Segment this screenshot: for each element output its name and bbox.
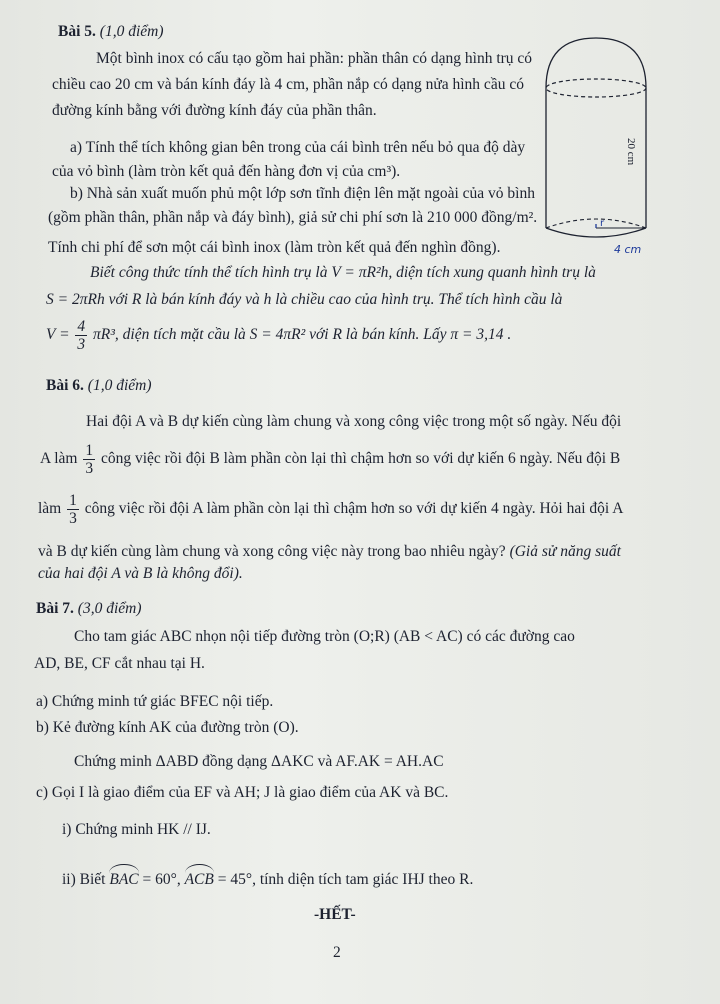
b5-line1: Một bình inox có cấu tạo gồm hai phần: phần thân có dạng hình trụ có [96, 50, 533, 67]
b6-line2: A làm $\frac{1}{3}$ công việc rồi đội B làm phần còn lại thì chậm hơn so với dự kiến 6 ngày. Nếu đội B [40, 442, 621, 478]
b5-b-line1: b) Nhà sản xuất muốn phủ một lớp sơn tĩnh điện lên mặt ngoài của vỏ bình [70, 185, 535, 202]
b6-line4: và B dự kiến cùng làm chung và xong công việc này trong bao nhiêu ngày? (Giả sử năng suất [38, 543, 621, 560]
b5-line3: đường kính bằng với đường kính đáy của phần thân. [52, 102, 377, 119]
b7-c: c) Gọi I là giao điểm của EF và AH; J là giao điểm của AK và BC. [36, 784, 449, 801]
fraction-4-3: $\frac{4}{3}$ [77, 318, 86, 354]
b5-b-line2: (gồm phần thân, phần nắp và đáy bình), giả sử chi phí sơn là 210 000 đồng/m². [48, 209, 538, 226]
b7-line2: AD, BE, CF cắt nhau tại H. [34, 655, 205, 672]
b5-formula-line3: V = $\frac{4}{3}$ πR³, diện tích mặt cầu là S = 4πR² với R là bán kính. Lấy π = 3,14 . [46, 318, 512, 354]
b5-line2: chiều cao 20 cm và bán kính đáy là 4 cm, phần nắp có dạng nửa hình cầu có [52, 76, 524, 93]
b7-line1: Cho tam giác ABC nhọn nội tiếp đường tròn (O;R) (AB < AC) có các đường cao [74, 628, 575, 645]
b5-a-line2: của vỏ bình (làm tròn kết quả đến hàng đơn vị của cm³). [52, 163, 401, 180]
b6-line5: của hai đội A và B là không đổi). [38, 565, 243, 582]
fraction-1-3: $\frac{1}{3}$ [85, 442, 94, 478]
b5-b-line3: Tính chi phí để sơn một cái bình inox (làm tròn kết quả đến nghìn đồng). [48, 239, 501, 256]
b5-title: Bài 5. (1,0 điểm) [58, 23, 164, 40]
angle-bac: BAC [109, 864, 138, 891]
b6-title: Bài 6. (1,0 điểm) [46, 377, 152, 394]
b7-b: b) Kẻ đường kính AK của đường tròn (O). [36, 719, 299, 736]
page-number: 2 [333, 944, 341, 961]
radius-label: r [600, 218, 605, 229]
height-label: 20 cm [625, 138, 637, 166]
fraction-1-3-second: $\frac{1}{3}$ [69, 492, 77, 528]
radius-value-label: 4 cm [614, 243, 642, 256]
b7-cii: ii) Biết BAC = 60°, ACB = 45°, tính diện tích tam giác IHJ theo R. [62, 864, 473, 891]
b7-ci: i) Chứng minh HK // IJ. [62, 821, 211, 838]
b5-formula-line2: S = 2πRh với R là bán kính đáy và h là chiều cao của hình trụ. Thể tích hình cầu là [46, 291, 563, 308]
cylinder-diagram [540, 28, 660, 264]
b7-a: a) Chứng minh tứ giác BFEC nội tiếp. [36, 693, 274, 710]
end-marker: -HẾT- [314, 906, 356, 923]
angle-acb: ACB [185, 864, 214, 891]
b6-line1: Hai đội A và B dự kiến cùng làm chung và xong công việc trong một số ngày. Nếu đội [86, 413, 622, 430]
b5-a-line1: a) Tính thể tích không gian bên trong của cái bình trên nếu bỏ qua độ dày [70, 139, 526, 156]
b7-title: Bài 7. (3,0 điểm) [36, 600, 142, 617]
b7-b2: Chứng minh ΔABD đồng dạng ΔAKC và AF.AK = AH.AC [74, 753, 444, 770]
b5-formula-line1: Biết công thức tính thể tích hình trụ là V = πR²h, diện tích xung quanh hình trụ là [90, 264, 596, 281]
b6-line3: làm $\frac{1}{3}$ công việc rồi đội A làm phần còn lại thì chậm hơn so với dự kiến 4 ngày. Hỏi hai đội A [38, 492, 624, 528]
